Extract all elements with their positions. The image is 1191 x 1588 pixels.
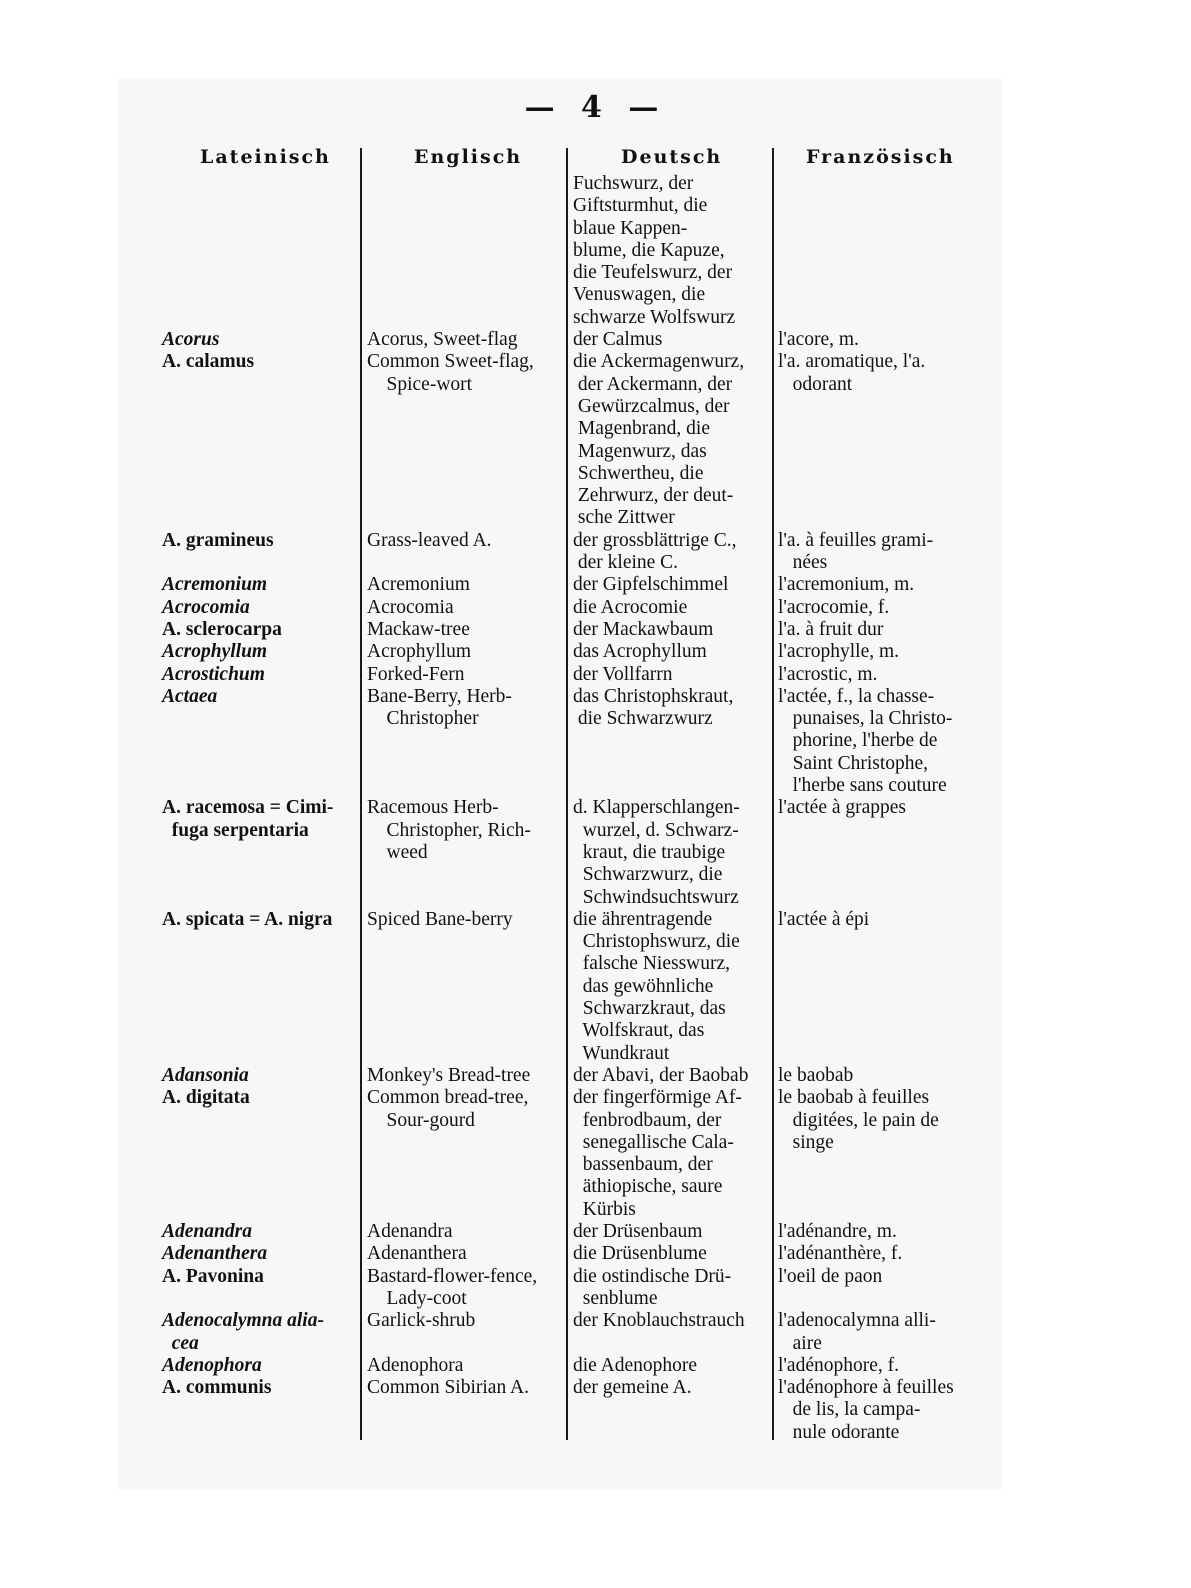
entry-latin: A. calamus [162, 351, 255, 373]
entry-german: der Mackawbaum [573, 619, 714, 640]
entry-german: die ostindische Drü- senblume [573, 1265, 732, 1309]
entry-french: l'adénandre, m. [778, 1221, 897, 1243]
entry-french: l'oeil de paon [778, 1265, 883, 1287]
entry-english: Monkey's Bread-tree [367, 1065, 531, 1086]
entry-german: der fingerförmige Af- fenbrodbaum, der senegallische Cala- bassenbaum, der äthiopische, saure Kürbis [573, 1087, 742, 1220]
entry-french: l'adénanthère, f. [778, 1243, 903, 1265]
entry-german: die Acrocomie [573, 596, 688, 618]
entry-french: l'actée, f., la chasse- punaises, la Christo- phorine, l'herbe de Saint Christophe, l'herbe sans couture [778, 685, 953, 797]
entry-german: der Gipfelschimmel [573, 574, 729, 596]
entry-french: l'acrocomie, f. [778, 596, 890, 618]
entry-english: Forked-Fern [367, 663, 465, 685]
header-german: Deutsch [621, 146, 723, 168]
entry-french: l'actée à grappes [778, 797, 907, 819]
entry-latin: A. spicata = A. nigra [162, 908, 333, 930]
entry-german: die Adenophore [573, 1354, 698, 1376]
entry-latin: A. digitata [162, 1087, 250, 1109]
entry-french: l'a. à feuilles grami- nées [778, 529, 934, 574]
entry-english: Common bread-tree, Sour-gourd [367, 1087, 529, 1131]
entry-latin: Adenanthera [162, 1243, 268, 1265]
entry-french: l'a. aromatique, l'a. odorant [778, 351, 926, 395]
entry-german: der Drüsenbaum [573, 1221, 703, 1243]
entry-english: Acrocomia [367, 596, 454, 618]
entry-latin: A. sclerocarpa [162, 619, 282, 640]
entry-english: Spiced Bane-berry [367, 908, 513, 930]
entry-french: l'acore, m. [778, 329, 859, 351]
entry-french: l'actée à épi [778, 908, 870, 930]
header-french: Französisch [806, 146, 955, 168]
entry-german: der grossblättrige C., der kleine C. [573, 529, 737, 574]
entry-latin: Adenophora [162, 1354, 262, 1376]
entry-english: Adenanthera [367, 1243, 467, 1265]
entry-french: l'acrophylle, m. [778, 641, 900, 663]
entry-latin: A. gramineus [162, 529, 274, 551]
entry-english: Garlick-shrub [367, 1310, 476, 1332]
entry-german: der Abavi, der Baobab [573, 1065, 749, 1086]
entry-german: der gemeine A. [573, 1377, 692, 1399]
entry-french: l'a. à fruit dur [778, 619, 884, 640]
entry-german: Fuchswurz, der Giftsturmhut, die blaue Kappen- blume, die Kapuze, die Teufelswurz, der Venuswagen, die schwarze Wolfswurz [573, 173, 736, 328]
page-number: — 4 — [524, 90, 667, 125]
entry-english: Grass-leaved A. [367, 529, 492, 551]
entry-english: Racemous Herb- Christopher, Rich- weed [367, 797, 531, 863]
column-divider-1 [360, 148, 362, 1440]
entry-latin: A. communis [162, 1377, 272, 1399]
entry-latin: Acremonium [162, 574, 268, 596]
entry-english: Mackaw-tree [367, 619, 470, 640]
entry-english: Adenandra [367, 1221, 453, 1243]
entry-german: die Drüsenblume [573, 1243, 707, 1265]
entry-latin: Acrocomia [162, 596, 250, 618]
entry-english: Common Sweet-flag, Spice-wort [367, 351, 534, 395]
entry-french: l'acrostic, m. [778, 663, 878, 685]
entry-german: der Knoblauchstrauch [573, 1310, 745, 1332]
entry-english: Acrophyllum [367, 641, 471, 663]
entry-german: die ährentragende Christophswurz, die falsche Niesswurz, das gewöhnliche Schwarzkraut, das Wolfskraut, das Wundkraut [573, 908, 740, 1064]
entry-german: das Acrophyllum [573, 641, 707, 663]
entry-english: Acorus, Sweet-flag [367, 329, 518, 351]
column-divider-3 [772, 148, 774, 1440]
entry-german: d. Klapperschlangen- wurzel, d. Schwarz- kraut, die traubige Schwarzwurz, die Schwindsuchtswurz [573, 797, 740, 908]
entry-german: das Christophskraut, die Schwarzwurz [573, 685, 734, 730]
entry-english: Bane-Berry, Herb- Christopher [367, 685, 512, 730]
entry-latin: Acrostichum [162, 663, 265, 685]
column-divider-2 [566, 148, 568, 1440]
entry-german: der Calmus [573, 329, 663, 351]
entry-german: der Vollfarrn [573, 663, 673, 685]
entry-french: l'acremonium, m. [778, 574, 915, 596]
entry-latin: Adansonia [162, 1065, 249, 1086]
entry-french: le baobab [778, 1065, 854, 1086]
entry-latin: Acrophyllum [162, 641, 268, 663]
entry-english: Adenophora [367, 1354, 464, 1376]
entry-latin: A. Pavonina [162, 1265, 264, 1287]
entry-english: Common Sibirian A. [367, 1377, 529, 1399]
header-english: Englisch [414, 146, 523, 168]
entry-french: l'adenocalymna alli- aire [778, 1310, 936, 1354]
header-latin: Lateinisch [200, 146, 331, 168]
entry-french: l'adénophore, f. [778, 1354, 900, 1376]
entry-german: die Ackermagenwurz, der Ackermann, der Gewürzcalmus, der Magenbrand, die Magenwurz, das Schwertheu, die Zehrwurz, der deut- sche Zittwer [573, 351, 745, 529]
entry-latin: Acorus [162, 329, 220, 351]
entry-latin: A. racemosa = Cimi- fuga serpentaria [162, 797, 334, 841]
entry-latin: Adenocalymna alia- cea [162, 1310, 324, 1354]
entry-english: Acremonium [367, 574, 470, 596]
entry-french: le baobab à feuilles digitées, le pain de singe [778, 1087, 939, 1153]
entry-english: Bastard-flower-fence, Lady-coot [367, 1265, 538, 1309]
entry-latin: Actaea [162, 685, 218, 707]
entry-french: l'adénophore à feuilles de lis, la campa- nule odorante [778, 1377, 954, 1443]
entry-latin: Adenandra [162, 1221, 252, 1243]
